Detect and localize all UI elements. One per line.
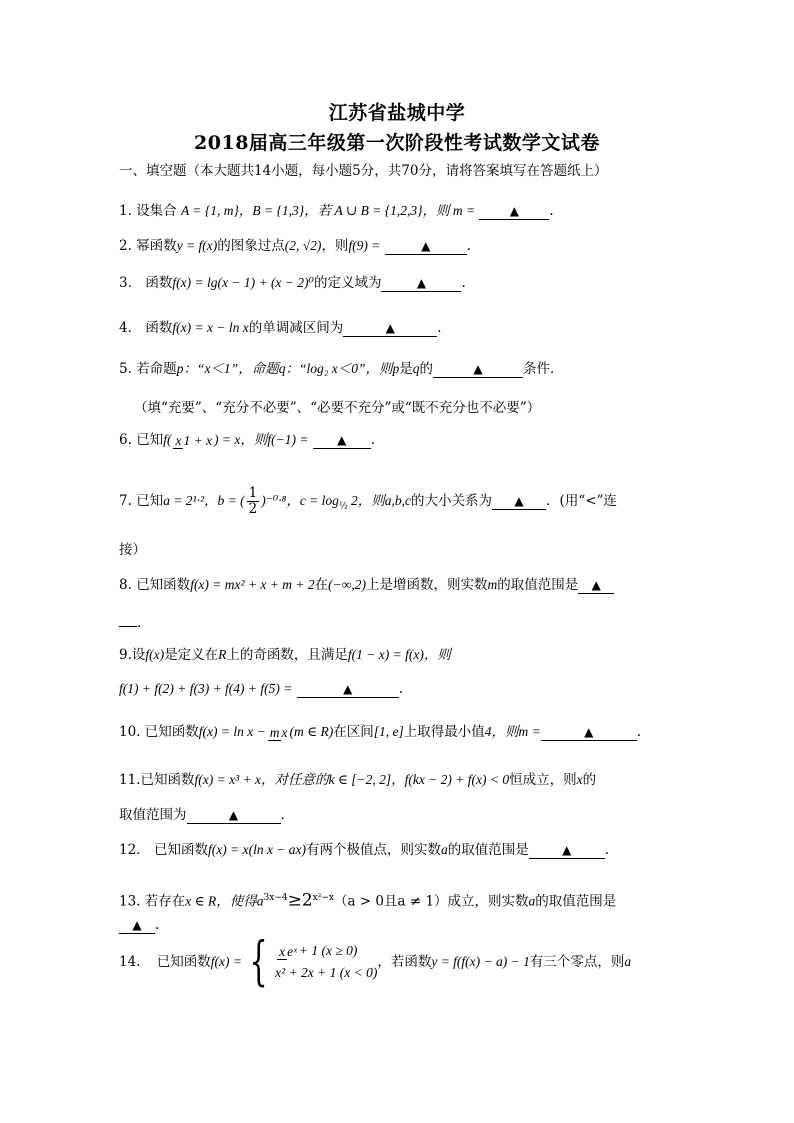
question-9-continued: f(1) + f(2) + f(3) + f(4) + f(5) = ▲ . bbox=[119, 681, 403, 697]
triangle-marker-icon: ▲ bbox=[473, 362, 483, 376]
answer-blank bbox=[385, 238, 467, 255]
piecewise-definition: x eˣ + 1 (x ≥ 0) x² + 2x + 1 (x < 0) bbox=[275, 943, 378, 980]
section-heading: 一、填空题（本大题共14小题，每小题5分，共70分，请将答案填写在答题纸上） bbox=[119, 163, 608, 179]
question-6: 6. 已知f( x 1 + x ) = x，则f(−1) = ▲ . bbox=[119, 432, 376, 448]
answer-blank bbox=[578, 577, 614, 594]
answer-blank bbox=[119, 610, 137, 627]
answer-blank bbox=[119, 917, 155, 934]
question-2: 2. 幂函数y = f(x)的图象过点(2, √2)，则f(9) = ▲ . bbox=[119, 238, 472, 254]
triangle-marker-icon: ▲ bbox=[385, 321, 395, 335]
question-13: 13. 若存在x ∈ R，使得$a^{3x-4}\ge 2^{x^2-x}(a > 0$且a ≠ 1）成立，则实数a的取值范围是 bbox=[119, 890, 617, 911]
question-3: 3． 函数f(x) = lg(x − 1) + (x − 2)⁰的定义域为 ▲ . bbox=[119, 275, 466, 291]
answer-blank bbox=[343, 320, 437, 337]
answer-blank bbox=[479, 203, 549, 220]
question-8: 8. 已知函数f(x) = mx² + x + m + 2在(−∞,2)上是增函数，则实数m的取值范围是 ▲ bbox=[119, 575, 614, 595]
triangle-marker-icon: ▲ bbox=[228, 808, 239, 822]
fraction: x eˣ bbox=[279, 943, 297, 959]
question-4: 4． 函数f(x) = x − ln x的单调减区间为 ▲ . bbox=[119, 320, 442, 336]
exam-title: 2018届高三年级第一次阶段性考试数学文试卷 bbox=[194, 132, 600, 154]
triangle-marker-icon: ▲ bbox=[337, 433, 347, 447]
fraction: $\frac{1}{2}$ bbox=[248, 485, 258, 517]
question-8-continued: ． bbox=[119, 610, 151, 633]
answer-blank bbox=[297, 681, 399, 698]
triangle-marker-icon: ▲ bbox=[416, 276, 427, 290]
answer-blank bbox=[433, 361, 523, 378]
question-7: 7. 已知a = 2¹·²，b = ( $\frac{1}{2}$ )⁻⁰·⁸，$c = \log_{\frac{1}{2}} 2$，则a,b,c的大小关系为 ▲ ．(用“<”连 bbox=[119, 485, 617, 517]
triangle-marker-icon: ▲ bbox=[343, 682, 353, 696]
triangle-marker-icon: ▲ bbox=[562, 843, 572, 857]
question-11: 11.已知函数f(x) = x³ + x，对任意的k ∈ [−2, 2]，f(kx − 2) + f(x) < 0恒成立，则x的 bbox=[119, 772, 597, 788]
triangle-marker-icon: ▲ bbox=[514, 494, 524, 508]
fraction: x 1 + x bbox=[175, 432, 213, 448]
question-10: 10. 已知函数f(x) = ln x − m x (m ∈ R)在区间[1, e]上取得最小值4，则m = ▲ . bbox=[119, 724, 641, 740]
triangle-marker-icon: ▲ bbox=[132, 918, 142, 932]
question-9: 9.设f(x)是定义在R上的奇函数，且满足f(1 − x) = f(x)，则 bbox=[119, 647, 451, 663]
question-1: 1. 设集合 A = {1, m}，B = {1,3}，若 A ∪ B = {1,2,3}，则 m = ▲ . bbox=[119, 203, 554, 219]
triangle-marker-icon: ▲ bbox=[421, 239, 431, 253]
answer-blank bbox=[541, 724, 637, 741]
question-7-continued: 接） bbox=[119, 542, 146, 558]
fraction: m x bbox=[269, 724, 288, 740]
answer-blank bbox=[492, 493, 546, 510]
question-11-continued: 取值范围为 ▲ . bbox=[119, 807, 285, 823]
triangle-marker-icon: ▲ bbox=[591, 578, 601, 592]
question-5-note: （填“充要”、“充分不必要”、“必要不充分”或“既不充分也不必要”） bbox=[134, 400, 541, 416]
answer-blank bbox=[313, 432, 371, 449]
question-5: 5. 若命题p：“x＜1”，命题q：“log₂ x＜0”，则p是q的 ▲ 条件． bbox=[119, 361, 564, 377]
left-brace-icon: { bbox=[249, 932, 268, 992]
question-13-continued: ▲ . bbox=[119, 915, 159, 935]
answer-blank bbox=[187, 807, 281, 824]
triangle-marker-icon: ▲ bbox=[509, 204, 520, 218]
triangle-marker-icon: ▲ bbox=[584, 725, 594, 739]
exam-school-title: 江苏省盐城中学 bbox=[328, 102, 466, 124]
answer-blank bbox=[529, 842, 605, 859]
answer-blank bbox=[381, 275, 461, 292]
question-14: 14. 已知函数f(x) = { x eˣ + 1 (x ≥ 0) x² + 2x + 1 (x < 0) ，若函数y = f(f(x) − a) − 1有三个零点，则a bbox=[119, 932, 632, 992]
question-12: 12． 已知函数f(x) = x(ln x − ax)有两个极值点，则实数a的取值范围是 ▲ . bbox=[119, 842, 610, 858]
